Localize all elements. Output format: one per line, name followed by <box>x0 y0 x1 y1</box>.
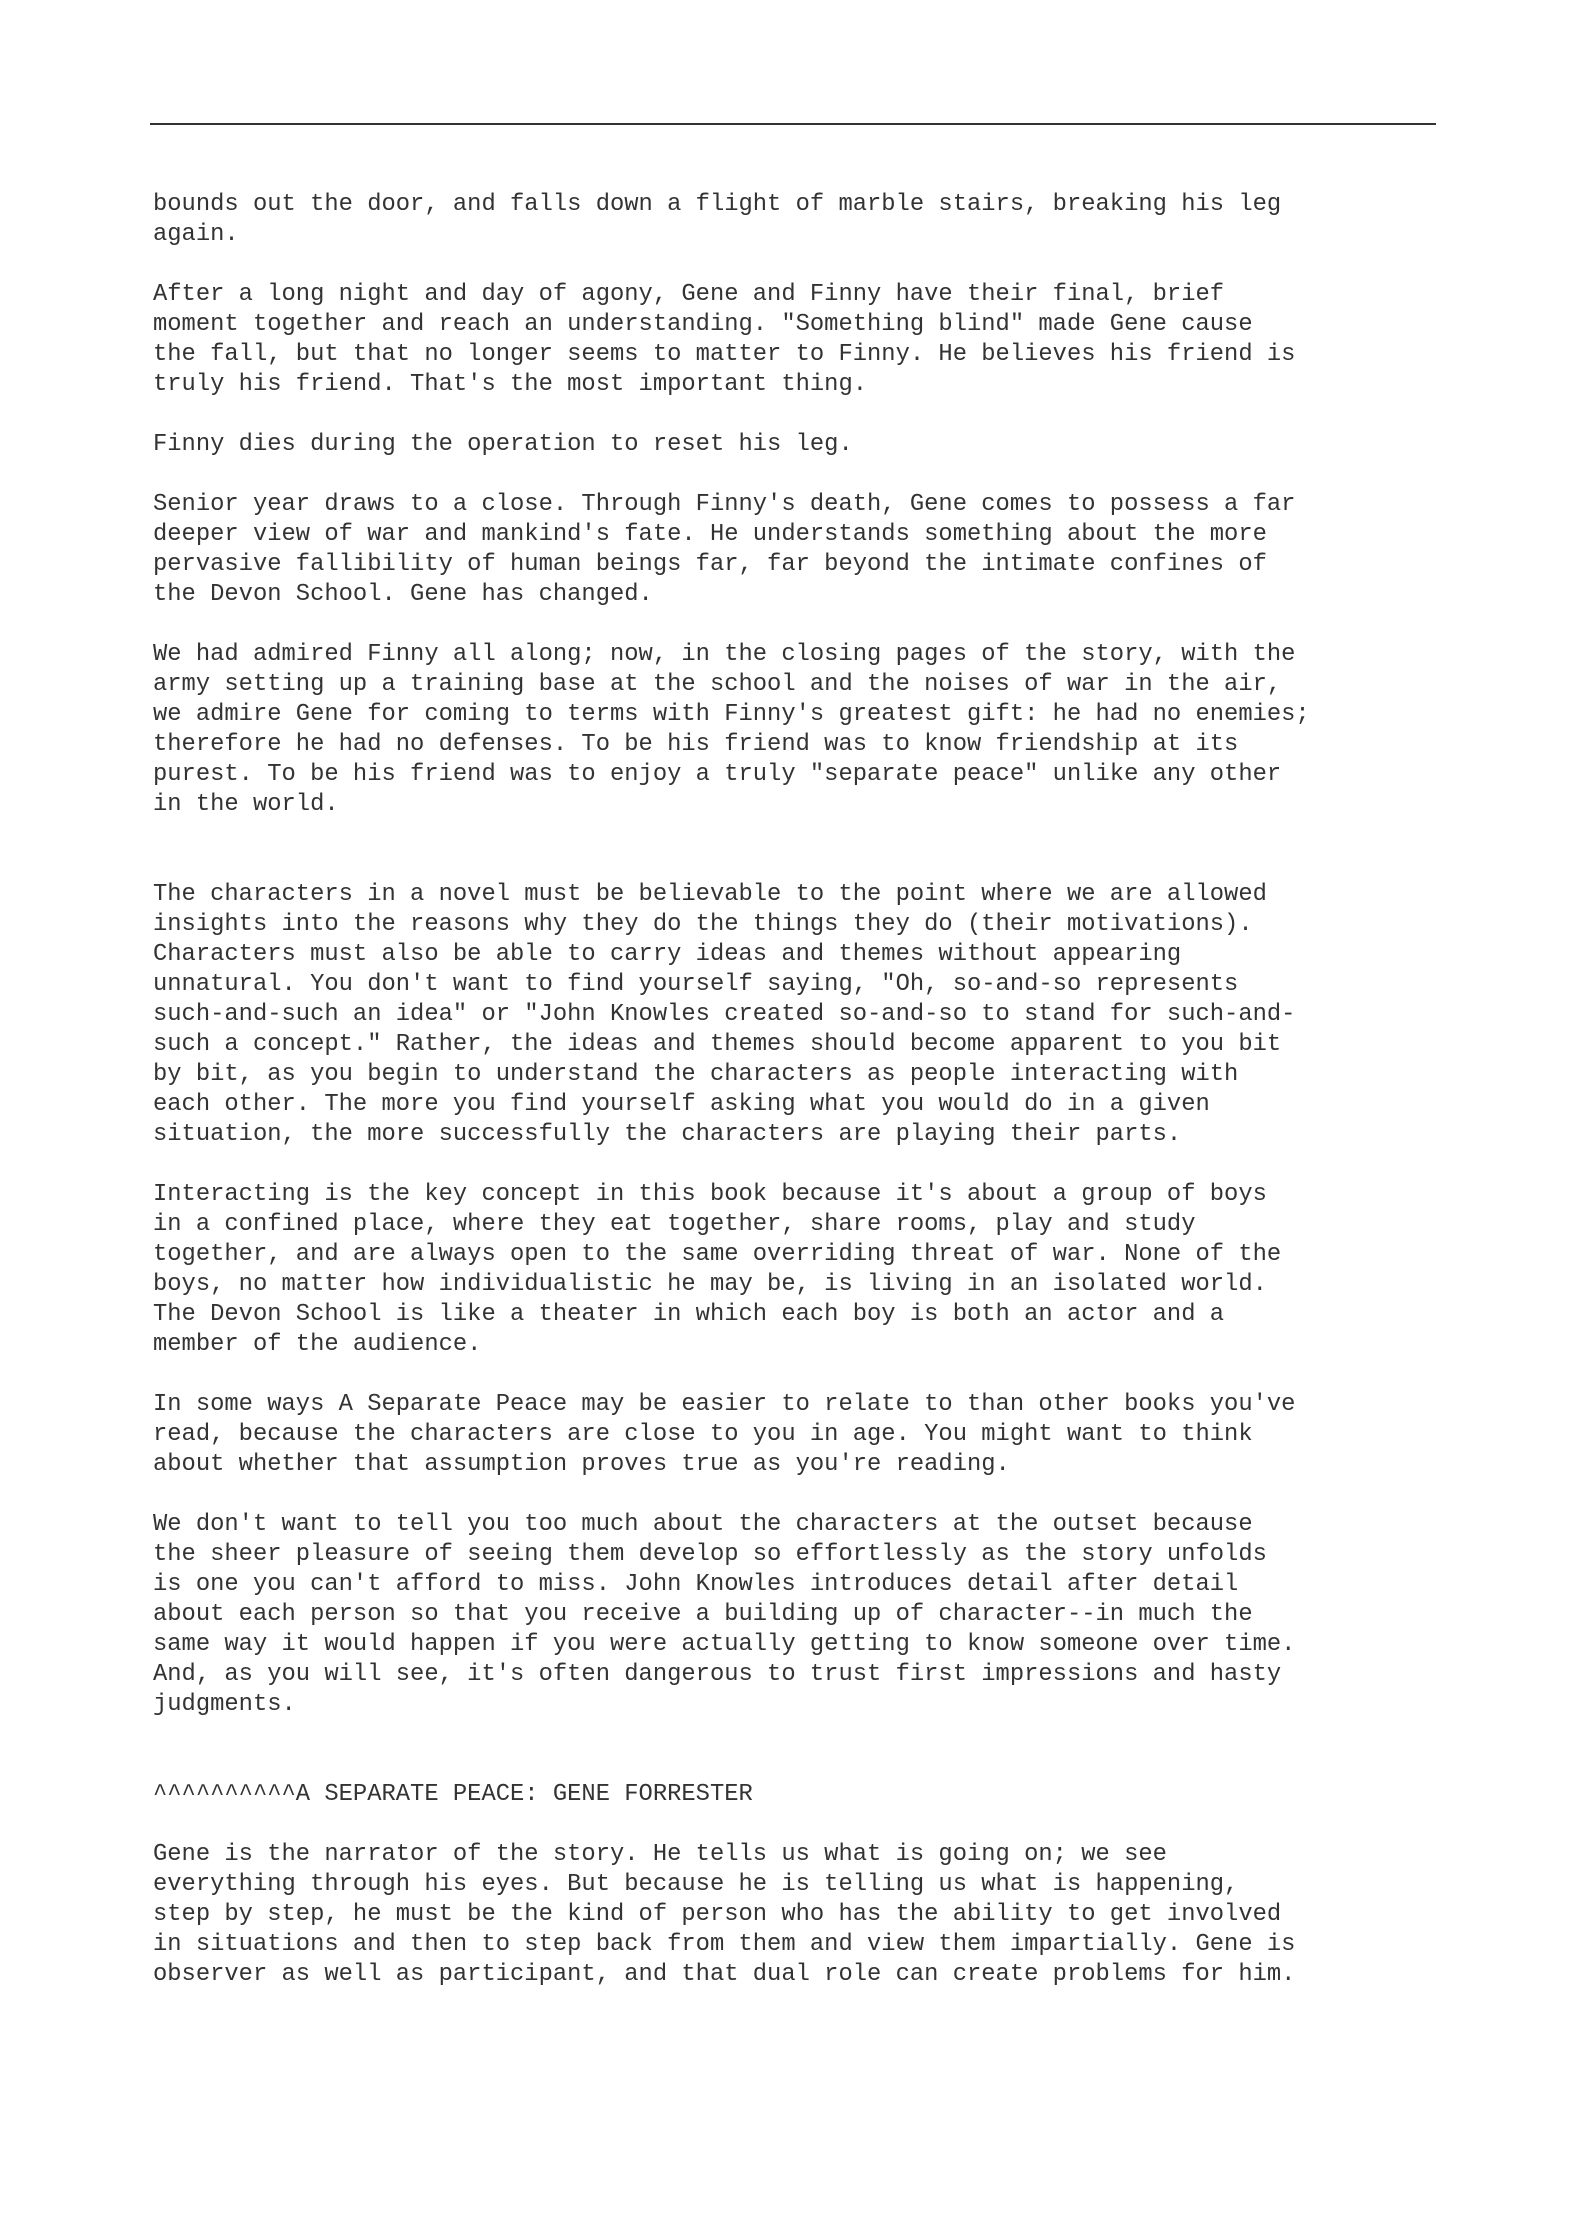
section-break <box>153 850 1453 880</box>
text-line: each other. The more you find yourself asking what you would do in a given <box>153 1091 1210 1118</box>
text-line: the sheer pleasure of seeing them develop so effortlessly as the story unfolds <box>153 1541 1267 1568</box>
text-line: observer as well as participant, and that dual role can create problems for him. <box>153 1961 1296 1988</box>
document-body <box>153 190 1453 2020</box>
text-line: in the world. <box>153 791 339 818</box>
paragraph <box>153 1780 1453 1810</box>
text-line: bounds out the door, and falls down a flight of marble stairs, breaking his leg <box>153 191 1282 218</box>
text-line: We had admired Finny all along; now, in the closing pages of the story, with the <box>153 641 1296 668</box>
paragraph <box>153 640 1453 820</box>
text-line: such-and-such an idea" or "John Knowles created so-and-so to stand for such-and- <box>153 1001 1296 1028</box>
text-line: The Devon School is like a theater in which each boy is both an actor and a <box>153 1301 1225 1328</box>
text-line: In some ways A Separate Peace may be easier to relate to than other books you've <box>153 1391 1296 1418</box>
text-line: about each person so that you receive a building up of character--in much the <box>153 1601 1253 1628</box>
text-line: unnatural. You don't want to find yourself saying, "Oh, so-and-so represents <box>153 971 1239 998</box>
paragraph <box>153 1390 1453 1480</box>
text-line: we admire Gene for coming to terms with Finny's greatest gift: he had no enemies; <box>153 701 1310 728</box>
text-line: The characters in a novel must be believable to the point where we are allowed <box>153 881 1267 908</box>
text-line: the Devon School. Gene has changed. <box>153 581 653 608</box>
text-line: by bit, as you begin to understand the characters as people interacting with <box>153 1061 1239 1088</box>
text-line: Senior year draws to a close. Through Finny's death, Gene comes to possess a far <box>153 491 1296 518</box>
text-line: step by step, he must be the kind of person who has the ability to get involved <box>153 1901 1282 1928</box>
paragraph <box>153 430 1453 460</box>
text-line: And, as you will see, it's often dangerous to trust first impressions and hasty <box>153 1661 1282 1688</box>
text-line: Interacting is the key concept in this book because it's about a group of boys <box>153 1181 1267 1208</box>
text-line: same way it would happen if you were actually getting to know someone over time. <box>153 1631 1296 1658</box>
text-line: in situations and then to step back from them and view them impartially. Gene is <box>153 1931 1296 1958</box>
text-line: read, because the characters are close to you in age. You might want to think <box>153 1421 1253 1448</box>
paragraph <box>153 880 1453 1150</box>
text-line: Finny dies during the operation to reset his leg. <box>153 431 853 458</box>
text-line: boys, no matter how individualistic he may be, is living in an isolated world. <box>153 1271 1267 1298</box>
text-line: truly his friend. That's the most important thing. <box>153 371 868 398</box>
paragraph <box>153 190 1453 250</box>
text-line: moment together and reach an understanding. "Something blind" made Gene cause <box>153 311 1253 338</box>
text-line: Characters must also be able to carry ideas and themes without appearing <box>153 941 1182 968</box>
text-line: pervasive fallibility of human beings far, far beyond the intimate confines of <box>153 551 1267 578</box>
text-line: the fall, but that no longer seems to matter to Finny. He believes his friend is <box>153 341 1296 368</box>
text-line: situation, the more successfully the characters are playing their parts. <box>153 1121 1182 1148</box>
text-line: again. <box>153 221 239 248</box>
text-line: judgments. <box>153 1691 296 1718</box>
section-break <box>153 1750 1453 1780</box>
text-line: in a confined place, where they eat together, share rooms, play and study <box>153 1211 1196 1238</box>
paragraph <box>153 1510 1453 1720</box>
text-line: about whether that assumption proves true as you're reading. <box>153 1451 1010 1478</box>
text-line: such a concept." Rather, the ideas and themes should become apparent to you bit <box>153 1031 1282 1058</box>
top-horizontal-rule <box>150 123 1436 125</box>
text-line: Gene is the narrator of the story. He tells us what is going on; we see <box>153 1841 1167 1868</box>
text-line: everything through his eyes. But because he is telling us what is happening, <box>153 1871 1239 1898</box>
paragraph <box>153 280 1453 400</box>
paragraph <box>153 1840 1453 1990</box>
text-line: is one you can't afford to miss. John Knowles introduces detail after detail <box>153 1571 1239 1598</box>
text-line: We don't want to tell you too much about the characters at the outset because <box>153 1511 1253 1538</box>
text-line: army setting up a training base at the school and the noises of war in the air, <box>153 671 1282 698</box>
text-line: therefore he had no defenses. To be his friend was to know friendship at its <box>153 731 1239 758</box>
text-line: insights into the reasons why they do the things they do (their motivations). <box>153 911 1253 938</box>
text-line: member of the audience. <box>153 1331 482 1358</box>
paragraph <box>153 1180 1453 1360</box>
paragraph <box>153 490 1453 610</box>
text-line: deeper view of war and mankind's fate. He understands something about the more <box>153 521 1267 548</box>
text-line: together, and are always open to the same overriding threat of war. None of the <box>153 1241 1282 1268</box>
text-line: ^^^^^^^^^^A SEPARATE PEACE: GENE FORRESTER <box>153 1781 753 1808</box>
text-line: After a long night and day of agony, Gene and Finny have their final, brief <box>153 281 1225 308</box>
text-line: purest. To be his friend was to enjoy a truly "separate peace" unlike any other <box>153 761 1282 788</box>
